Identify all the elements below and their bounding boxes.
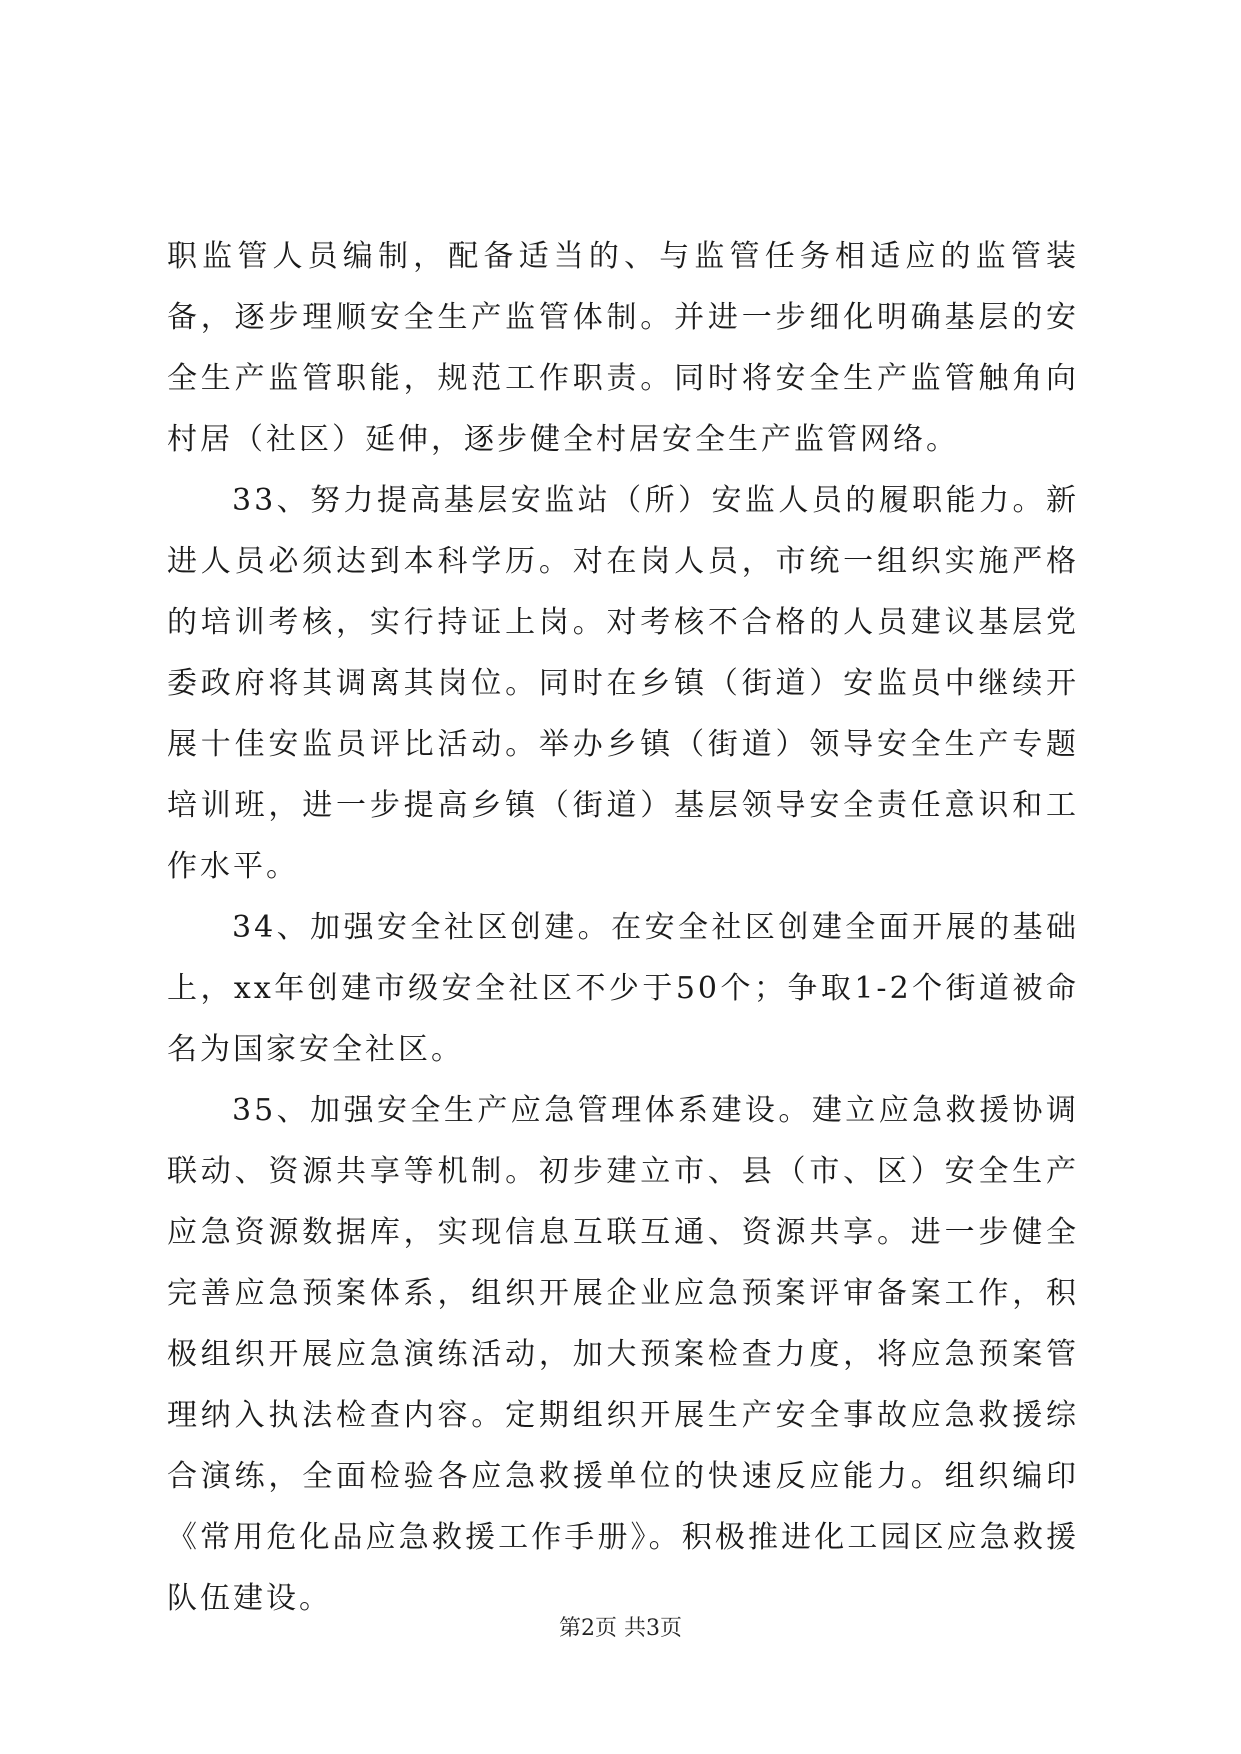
- paragraph-item-35: 35、加强安全生产应急管理体系建设。建立应急救援协调联动、资源共享等机制。初步建立市、县（市、区）安全生产应急资源数据库，实现信息互联互通、资源共享。进一步健全完善应急预案体系，组织开展企业应急预案评审备案工作，积极组织开展应急演练活动，加大预案检查力度，将应急预案管理纳入执法检查内容。定期组织开展生产安全事故应急救援综合演练，全面检验各应急救援单位的快速反应能力。组织编印《常用危化品应急救援工作手册》。积极推进化工园区应急救援队伍建设。: [167, 1093, 1079, 1616]
- document-body: [167, 226, 1079, 1629]
- paragraph-item-33: 33、努力提高基层安监站（所）安监人员的履职能力。新进人员必须达到本科学历。对在岗人员，市统一组织实施严格的培训考核，实行持证上岗。对考核不合格的人员建议基层党委政府将其调离其岗位。同时在乡镇（街道）安监员中继续开展十佳安监员评比活动。举办乡镇（街道）领导安全生产专题培训班，进一步提高乡镇（街道）基层领导安全责任意识和工作水平。: [167, 483, 1079, 884]
- paragraph-item-34: 34、加强安全社区创建。在安全社区创建全面开展的基础上，xx年创建市级安全社区不少于50个；争取1-2个街道被命名为国家安全社区。: [167, 910, 1079, 1067]
- paragraph-continued: 职监管人员编制，配备适当的、与监管任务相适应的监管装备，逐步理顺安全生产监管体制。并进一步细化明确基层的安全生产监管职能，规范工作职责。同时将安全生产监管触角向村居（社区）延伸，逐步健全村居安全生产监管网络。: [167, 239, 1079, 457]
- page-number-footer: 第2页 共3页: [559, 1616, 682, 1641]
